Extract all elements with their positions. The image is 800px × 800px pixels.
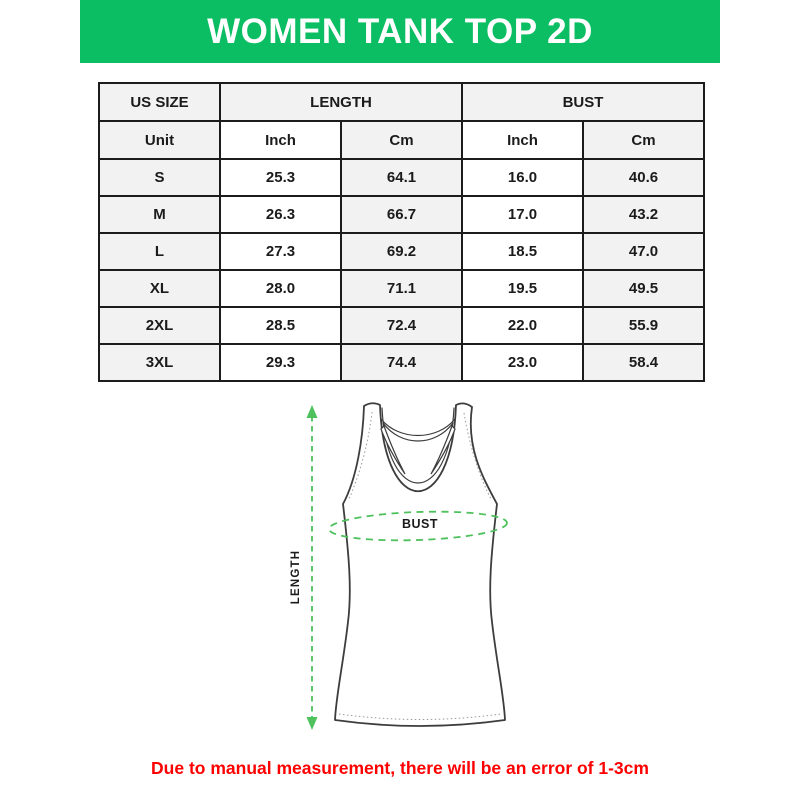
- table-row-s: [99, 159, 704, 196]
- measurement-disclaimer: Due to manual measurement, there will be an error of 1-3cm: [151, 758, 649, 778]
- length-inch-value: 25.3: [220, 159, 341, 196]
- size-label: S: [99, 159, 220, 196]
- bust-label: BUST: [401, 517, 439, 531]
- table-unit-row: [99, 121, 704, 159]
- length-label: LENGTH: [290, 549, 302, 605]
- unit-length-cm: Cm: [341, 121, 462, 159]
- length-cm-value: 71.1: [341, 270, 462, 307]
- racerback-neck-inner: [383, 423, 453, 441]
- bust-inch-value: 22.0: [462, 307, 583, 344]
- unit-header: Unit: [99, 121, 220, 159]
- unit-length-inch: Inch: [220, 121, 341, 159]
- bust-cm-value: 43.2: [583, 196, 704, 233]
- length-cm-value: 74.4: [341, 344, 462, 381]
- size-chart-table: [98, 82, 705, 382]
- length-arrow: [307, 405, 318, 730]
- length-cm-value: 69.2: [341, 233, 462, 270]
- bust-inch-value: 17.0: [462, 196, 583, 233]
- table-row-m: [99, 196, 704, 233]
- table-group-header-row: [99, 83, 704, 121]
- length-cm-value: 72.4: [341, 307, 462, 344]
- size-label: XL: [99, 270, 220, 307]
- col-header-bust: BUST: [462, 83, 704, 121]
- bust-cm-value: 47.0: [583, 233, 704, 270]
- title-banner: [80, 0, 720, 63]
- tank-top-diagram: [280, 390, 530, 750]
- bust-cm-value: 49.5: [583, 270, 704, 307]
- size-label: L: [99, 233, 220, 270]
- arrow-down-icon: [307, 717, 318, 730]
- table-row-2xl: [99, 307, 704, 344]
- size-label: 3XL: [99, 344, 220, 381]
- bust-inch-value: 19.5: [462, 270, 583, 307]
- arrow-up-icon: [307, 405, 318, 418]
- size-label: 2XL: [99, 307, 220, 344]
- size-chart-section: [98, 82, 703, 382]
- length-cm-value: 66.7: [341, 196, 462, 233]
- unit-bust-inch: Inch: [462, 121, 583, 159]
- bust-cm-value: 40.6: [583, 159, 704, 196]
- length-inch-value: 26.3: [220, 196, 341, 233]
- size-label: M: [99, 196, 220, 233]
- length-inch-value: 27.3: [220, 233, 341, 270]
- col-header-length: LENGTH: [220, 83, 462, 121]
- bust-cm-value: 55.9: [583, 307, 704, 344]
- table-row-l: [99, 233, 704, 270]
- bust-inch-value: 16.0: [462, 159, 583, 196]
- table-row-3xl: [99, 344, 704, 381]
- length-inch-value: 29.3: [220, 344, 341, 381]
- col-header-us-size: US SIZE: [99, 83, 220, 121]
- page-title: WOMEN TANK TOP 2D: [207, 11, 593, 51]
- length-inch-value: 28.0: [220, 270, 341, 307]
- unit-bust-cm: Cm: [583, 121, 704, 159]
- bust-inch-value: 18.5: [462, 233, 583, 270]
- table-row-xl: [99, 270, 704, 307]
- tank-top-outline: [335, 403, 505, 726]
- length-inch-value: 28.5: [220, 307, 341, 344]
- length-cm-value: 64.1: [341, 159, 462, 196]
- bust-cm-value: 58.4: [583, 344, 704, 381]
- bust-inch-value: 23.0: [462, 344, 583, 381]
